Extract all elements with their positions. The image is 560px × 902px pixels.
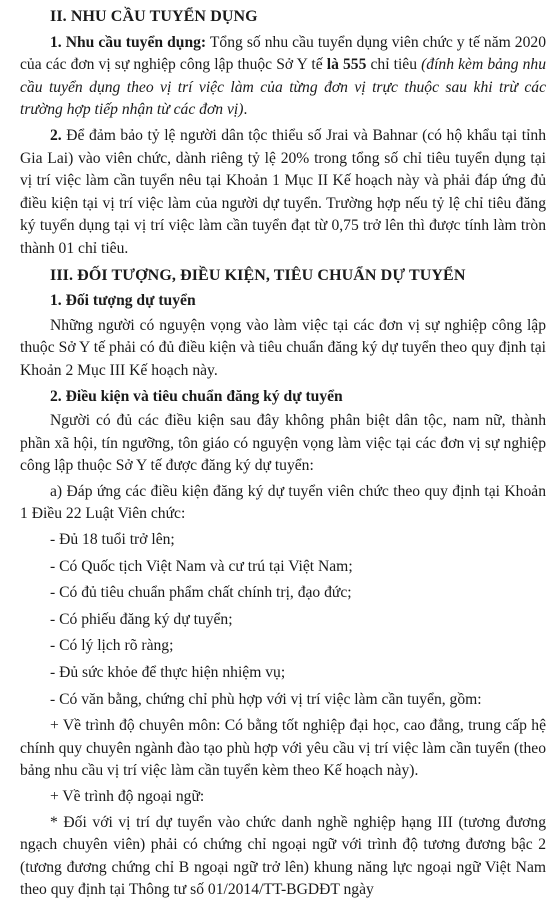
condition-item: - Có đủ tiêu chuẩn phẩm chất chính trị, đạo đức;: [50, 584, 352, 602]
subsection-1-heading: 1. Đối tượng dự tuyển: [50, 292, 196, 310]
condition-item: - Có lý lịch rõ ràng;: [50, 637, 174, 655]
recruitment-need-text-a: Tổng số nhu cầu tuyển dụng viên chức y tế năm 2020 của các đơn vị sự nghiệp công lập thuộc Sở Y tế: [20, 33, 546, 74]
condition-item: - Đủ sức khỏe để thực hiện nhiệm vụ;: [50, 664, 286, 682]
section-2-paragraph-1: [20, 32, 546, 122]
section-2-paragraph-2: [20, 125, 546, 261]
recruitment-need-end: .: [243, 101, 248, 119]
recruitment-need-count: là 555: [326, 56, 367, 74]
condition-item: - Có phiếu đăng ký dự tuyển;: [50, 610, 233, 628]
ethnic-quota-label: 2.: [50, 126, 62, 144]
professional-qualification: + Về trình độ chuyên môn: Có bằng tốt nghiệp đại học, cao đẳng, trung cấp hệ chính quy chuyên ngành đào tạo phù hợp với yêu cầu vị trí việc làm cần tuyển (theo bảng nhu cầu vị trí việc làm cần tuyển kèm theo Kế hoạch này).: [20, 717, 546, 780]
condition-item: - Có văn bằng, chứng chỉ phù hợp với vị trí việc làm cần tuyển, gồm:: [50, 690, 482, 708]
condition-item: - Đủ 18 tuổi trở lên;: [50, 531, 175, 549]
grade-3-language-requirement: * Đối với vị trí dự tuyển vào chức danh nghề nghiệp hạng III (tương đương ngạch chuyên viên) phải có chứng chỉ ngoại ngữ với trình độ tương đương bậc 2 (tương đương chứng chỉ B ngoại ngữ trở lên) khung năng lực ngoại ngữ Việt Nam theo quy định tại Thông tư số 01/2014/TT-BGDĐT ngày: [20, 813, 546, 899]
ethnic-quota-text: Để đảm bảo tỷ lệ người dân tộc thiểu số Jrai và Bahnar (có hộ khẩu tại tỉnh Gia Lai) vào viên chức, dành riêng tỷ lệ 20% trong tổng số chỉ tiêu tuyển dụng tại vị trí việc làm cần tuyển nêu tại Khoản 1 Mục II Kế hoạch này và phải đáp ứng đủ điều kiện tại vị trí việc làm của người dự tuyển. Trường hợp nếu tỷ lệ chỉ tiêu đăng ký tuyển dụng tại vị trí việc làm cần tuyển đạt từ 0,75 trở lên thì được tính làm tròn thành 01 chỉ tiêu.: [20, 126, 546, 257]
section-3-heading: III. ĐỐI TƯỢNG, ĐIỀU KIỆN, TIÊU CHUẨN DỰ TUYỂN: [50, 266, 466, 284]
recruitment-need-italic-note: (đính kèm bảng nhu cầu tuyển dụng theo vị trí việc làm của từng đơn vị trực thuộc sau khi trừ các trường hợp tiếp nhận từ các đơn vị): [20, 56, 546, 119]
foreign-language-heading: + Về trình độ ngoại ngữ:: [50, 788, 205, 805]
condition-a: a) Đáp ứng các điều kiện đăng ký dự tuyển viên chức theo quy định tại Khoản 1 Điều 22 Luật Viên chức:: [20, 482, 546, 523]
subsection-1-text: Những người có nguyện vọng vào làm việc tại các đơn vị sự nghiệp công lập thuộc Sở Y tế phải có đủ điều kiện và tiêu chuẩn đăng ký dự tuyển theo quy định tại Khoản 2 Mục III Kế hoạch này.: [20, 316, 546, 379]
recruitment-need-text-b: chỉ tiêu: [366, 56, 422, 74]
recruitment-need-label: 1. Nhu cầu tuyển dụng:: [50, 33, 207, 51]
condition-item: - Có Quốc tịch Việt Nam và cư trú tại Việt Nam;: [50, 557, 353, 575]
section-2-heading: II. NHU CẦU TUYỂN DỤNG: [50, 8, 258, 25]
subsection-2-intro: Người có đủ các điều kiện sau đây không phân biệt dân tộc, nam nữ, thành phần xã hội, tín ngưỡng, tôn giáo có nguyện vọng làm việc tại các đơn vị sự nghiệp công lập thuộc Sở Y tế được đăng ký dự tuyển:: [20, 412, 546, 475]
subsection-2-heading: 2. Điều kiện và tiêu chuẩn đăng ký dự tuyển: [50, 387, 343, 405]
